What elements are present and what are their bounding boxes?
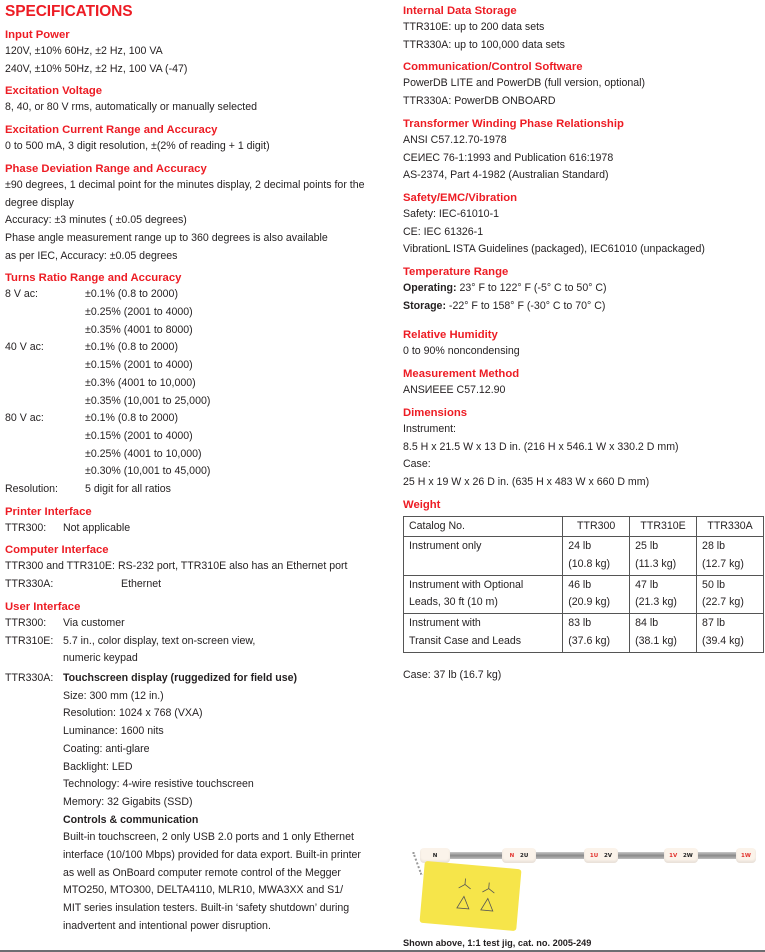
spec-line: 8, 40, or 80 V rms, automatically or manually selected	[5, 101, 258, 114]
controls-heading: Controls & communication	[63, 813, 199, 826]
section-heading: Transformer Winding Phase Relationship	[403, 117, 624, 130]
spec-line: Safety: IEC-61010-1	[403, 207, 499, 220]
row-label: 80 V ac:	[5, 412, 44, 425]
spec-row	[5, 633, 390, 651]
jig-sleeve	[736, 848, 756, 863]
spec-row	[5, 357, 390, 375]
detail-line: Luminance: 1600 nits	[63, 725, 164, 738]
section-heading: User Interface	[5, 600, 81, 613]
row-label-line: Leads, 30 ft (10 m)	[409, 596, 498, 609]
row-value: ±0.25% (2001 to 4000)	[85, 306, 193, 319]
sleeve-red-label: 1W	[741, 853, 751, 859]
spec-line: ±90 degrees, 1 decimal point for the minutes display, 2 decimal points for the degree display	[5, 178, 365, 209]
section-excitation-current	[5, 122, 390, 156]
row-value: 5.7 in., color display, text on-screen view,	[63, 634, 256, 647]
section-input-power	[5, 27, 390, 78]
section-printer-interface	[5, 504, 390, 538]
spec-row	[5, 446, 390, 464]
row-label	[5, 463, 85, 481]
spec-row	[5, 375, 390, 393]
sleeve-black-label: 2W	[682, 853, 693, 859]
spec-line: TTR310E: up to 200 data sets	[403, 21, 545, 33]
cell-lb: 25 lb	[635, 540, 659, 553]
row-label-line: Transit Case and Leads	[409, 634, 522, 647]
sleeve-red-label: 1U	[589, 853, 599, 859]
row-label-line: Instrument with	[409, 617, 481, 630]
cell-kg: (22.7 kg)	[702, 596, 744, 609]
spec-line	[403, 298, 763, 316]
spec-row	[5, 670, 390, 688]
spec-row	[5, 393, 390, 411]
right-column	[403, 0, 763, 684]
row-value: numeric keypad	[63, 652, 138, 665]
spec-line: TTR330A: up to 100,000 data sets	[403, 38, 565, 51]
column-header: Catalog No.	[404, 516, 563, 537]
row-value: Not applicable	[63, 521, 131, 534]
section-heading: Excitation Voltage	[5, 85, 103, 98]
wiring-diagram-icon	[450, 873, 508, 918]
weight-table	[403, 516, 764, 653]
cell-kg: (21.3 kg)	[635, 596, 677, 609]
section-heading: Safety/EMC/Vibration	[403, 191, 518, 204]
section-phase-deviation	[5, 161, 390, 266]
row-value: ±0.15% (2001 to 4000)	[85, 359, 193, 372]
section-turns-ratio	[5, 270, 390, 498]
row-value: Touchscreen display (ruggedized for field use)	[63, 671, 298, 684]
row-label: TTR300:	[5, 521, 47, 534]
spec-row	[5, 286, 390, 304]
row-value: ±0.25% (4001 to 10,000)	[85, 447, 202, 460]
spec-row	[5, 650, 390, 668]
cell-kg: (37.6 kg)	[568, 634, 611, 647]
spec-line: as per IEC, Accuracy: ±0.05 degrees	[5, 249, 178, 262]
row-label: TTR300 and TTR310E:	[5, 560, 115, 573]
cell-lb: 47 lb	[635, 578, 659, 591]
spec-line: 25 H x 19 W x 26 D in. (635 H x 483 W x 660 D mm)	[403, 475, 650, 488]
case-weight-note: Case: 37 lb (16.7 kg)	[403, 668, 502, 681]
cell-lb: 83 lb	[568, 617, 592, 630]
row-value: ±0.35% (4001 to 8000)	[85, 323, 193, 336]
detail-line: Size: 300 mm (12 in.)	[63, 689, 164, 702]
row-label	[404, 614, 563, 652]
image-caption: Shown above, 1:1 test jig, cat. no. 2005-249	[403, 938, 592, 948]
left-column	[5, 0, 390, 936]
spec-row	[5, 481, 390, 499]
row-label-line: Instrument only	[409, 540, 482, 553]
detail-line: Built-in touchscreen, 2 only USB 2.0 ports and 1 only Ethernet	[63, 831, 354, 844]
spec-line: ANSI C57.12.70-1978	[403, 133, 507, 146]
detail-line: interface (10/100 Mbps) provided for data export. Built-in printer	[63, 849, 361, 862]
row-label: TTR300:	[5, 616, 47, 629]
section-heading: Excitation Current Range and Accuracy	[5, 124, 218, 137]
spec-line: 0 to 90% noncondensing	[403, 345, 520, 358]
section-heading: Weight	[403, 498, 441, 511]
spec-line: TTR330A: PowerDB ONBOARD	[403, 95, 556, 108]
section-heading: Internal Data Storage	[403, 5, 517, 17]
section-heading: Temperature Range	[403, 266, 509, 279]
section-heading: Communication/Control Software	[403, 61, 583, 74]
table-header-row	[404, 516, 764, 537]
table-cell	[563, 537, 630, 575]
row-value: 5 digit for all ratios	[85, 483, 171, 496]
spec-line: Case:	[403, 458, 431, 471]
column-header: TTR330A	[697, 516, 764, 537]
row-label-line: Instrument with Optional	[409, 578, 524, 591]
spec-line: CE: IEC 61326-1	[403, 225, 484, 238]
cell-kg: (10.8 kg)	[568, 558, 611, 571]
row-value: Ethernet	[121, 578, 162, 591]
spec-row	[5, 463, 390, 481]
section-excitation-voltage	[5, 83, 390, 117]
operating-value: 23° F to 122° F (-5° C to 50° C)	[456, 282, 607, 295]
section-heading: Relative Humidity	[403, 329, 498, 342]
row-label	[5, 322, 85, 340]
spec-line: ANSИEEE C57.12.90	[403, 384, 506, 397]
section-internal-storage	[403, 3, 763, 54]
section-heading: Computer Interface	[5, 544, 109, 557]
section-heading: Turns Ratio Range and Accuracy	[5, 272, 182, 285]
spec-row	[5, 428, 390, 446]
section-weight	[403, 497, 763, 685]
jig-sleeve	[664, 848, 698, 863]
table-cell	[630, 575, 697, 613]
spec-line: Phase angle measurement range up to 360 degrees is also available	[5, 231, 328, 244]
table-cell	[697, 575, 764, 613]
row-value: ±0.30% (10,001 to 45,000)	[85, 465, 211, 478]
cell-kg: (12.7 kg)	[702, 558, 744, 571]
spec-line: AS-2374, Part 4-1982 (Australian Standard)	[403, 169, 609, 182]
section-heading: Measurement Method	[403, 368, 520, 381]
section-temperature	[403, 264, 763, 315]
jig-tag	[419, 861, 521, 931]
test-jig-image	[410, 845, 762, 925]
detail-line: Technology: 4-wire resistive touchscreen	[63, 778, 254, 791]
spec-row	[5, 615, 390, 633]
spec-row	[5, 558, 390, 576]
cell-lb: 87 lb	[702, 617, 726, 630]
table-cell	[630, 614, 697, 652]
cell-kg: (39.4 kg)	[702, 634, 744, 647]
table-row	[404, 614, 764, 652]
table-cell	[697, 614, 764, 652]
spec-line: 8.5 H x 21.5 W x 13 D in. (216 H x 546.1 W x 330.2 D mm)	[403, 440, 679, 453]
sleeve-black-label: N	[432, 853, 438, 859]
spec-line: Accuracy: ±3 minutes ( ±0.05 degrees)	[5, 214, 187, 227]
section-heading: Printer Interface	[5, 505, 92, 518]
table-cell	[630, 537, 697, 575]
spec-line: PowerDB LITE and PowerDB (full version, optional)	[403, 77, 645, 90]
row-label	[5, 375, 85, 393]
spec-row	[5, 520, 390, 538]
cell-kg: (20.9 kg)	[568, 596, 611, 609]
row-label	[404, 575, 563, 613]
spec-row	[5, 410, 390, 428]
cell-lb: 46 lb	[568, 578, 592, 591]
table-cell	[563, 614, 630, 652]
sleeve-red-label: 1V	[669, 853, 678, 859]
section-heading: Input Power	[5, 29, 70, 41]
row-label: TTR310E:	[5, 634, 54, 647]
sleeve-black-label: 2U	[520, 853, 529, 859]
spec-line: Instrument:	[403, 422, 456, 435]
section-heading: Phase Deviation Range and Accuracy	[5, 162, 207, 175]
row-value: ±0.35% (10,001 to 25,000)	[85, 394, 211, 407]
page-title: SPECIFICATIONS	[5, 3, 133, 20]
row-label	[5, 304, 85, 322]
sleeve-red-label: N	[509, 853, 515, 859]
row-value: ±0.15% (2001 to 4000)	[85, 429, 193, 442]
detail-line: Backlight: LED	[63, 760, 133, 773]
row-label: 40 V ac:	[5, 341, 44, 354]
spec-line	[403, 280, 763, 298]
jig-sleeve	[502, 848, 536, 863]
column-header: TTR300	[563, 516, 630, 537]
table-row	[404, 575, 764, 613]
row-value: ±0.1% (0.8 to 2000)	[85, 288, 178, 301]
detail-line: Coating: anti-glare	[63, 742, 150, 755]
row-value: ±0.3% (4001 to 10,000)	[85, 376, 196, 389]
row-label: Resolution:	[5, 483, 58, 496]
section-measurement	[403, 366, 763, 400]
row-label: TTR330A:	[5, 578, 54, 591]
detail-line: inadvertent and intentional power disruption.	[63, 919, 271, 932]
spec-line: 240V, ±10% 50Hz, ±2 Hz, 100 VA (-47)	[5, 62, 188, 75]
row-label	[404, 537, 563, 575]
detail-line: Memory: 32 Gigabits (SSD)	[63, 795, 193, 808]
spec-line: CEИEC 76-1:1993 and Publication 616:1978	[403, 151, 614, 164]
detail-line: as well as OnBoard computer remote control of the Megger	[63, 866, 341, 879]
spec-line: VibrationL ISTA Guidelines (packaged), IEC61010 (unpackaged)	[403, 243, 705, 256]
section-software	[403, 59, 763, 110]
column-header: TTR310E	[630, 516, 697, 537]
spec-row	[5, 339, 390, 357]
section-dimensions	[403, 405, 763, 492]
row-label	[5, 650, 63, 668]
row-label	[5, 393, 85, 411]
cell-kg: (11.3 kg)	[635, 558, 677, 571]
detail-line: Resolution: 1024 x 768 (VXA)	[63, 707, 203, 720]
spec-line: 0 to 500 mA, 3 digit resolution, ±(2% of reading + 1 digit)	[5, 140, 270, 153]
row-label	[5, 446, 85, 464]
cell-lb: 28 lb	[702, 540, 726, 553]
row-label	[5, 357, 85, 375]
cell-kg: (38.1 kg)	[635, 634, 677, 647]
operating-label: Operating:	[403, 282, 457, 295]
section-safety	[403, 190, 763, 259]
section-humidity	[403, 327, 763, 361]
row-label-line	[409, 556, 557, 574]
table-cell	[563, 575, 630, 613]
row-value: Via customer	[63, 616, 125, 629]
section-computer-interface	[5, 542, 390, 593]
section-winding-phase	[403, 116, 763, 185]
row-label	[5, 428, 85, 446]
section-user-interface	[5, 599, 390, 936]
spec-line: 120V, ±10% 60Hz, ±2 Hz, 100 VA	[5, 45, 163, 57]
detail-line: MIT series insulation testers. Built-in ‘safety shutdown’ during	[63, 902, 350, 915]
spec-row	[5, 304, 390, 322]
detail-line: MTO250, MTO300, DELTA4110, MLR10, MWA3XX and S1/	[63, 884, 344, 897]
cell-lb: 84 lb	[635, 617, 659, 630]
sleeve-black-label: 2V	[603, 853, 613, 859]
row-value: ±0.1% (0.8 to 2000)	[85, 412, 178, 425]
row-value: ±0.1% (0.8 to 2000)	[85, 341, 178, 354]
row-label: TTR330A:	[5, 671, 54, 684]
table-row	[404, 537, 764, 575]
row-value: RS-232 port, TTR310E also has an Ethernet port	[118, 560, 348, 573]
cell-lb: 50 lb	[702, 578, 726, 591]
section-heading: Dimensions	[403, 406, 468, 419]
table-cell	[697, 537, 764, 575]
row-label: 8 V ac:	[5, 288, 38, 301]
jig-sleeve	[584, 848, 618, 863]
spec-row	[5, 322, 390, 340]
spec-row	[5, 576, 390, 594]
cell-lb: 24 lb	[568, 540, 592, 553]
storage-label: Storage:	[403, 299, 446, 312]
storage-value: -22° F to 158° F (-30° C to 70° C)	[445, 299, 606, 312]
